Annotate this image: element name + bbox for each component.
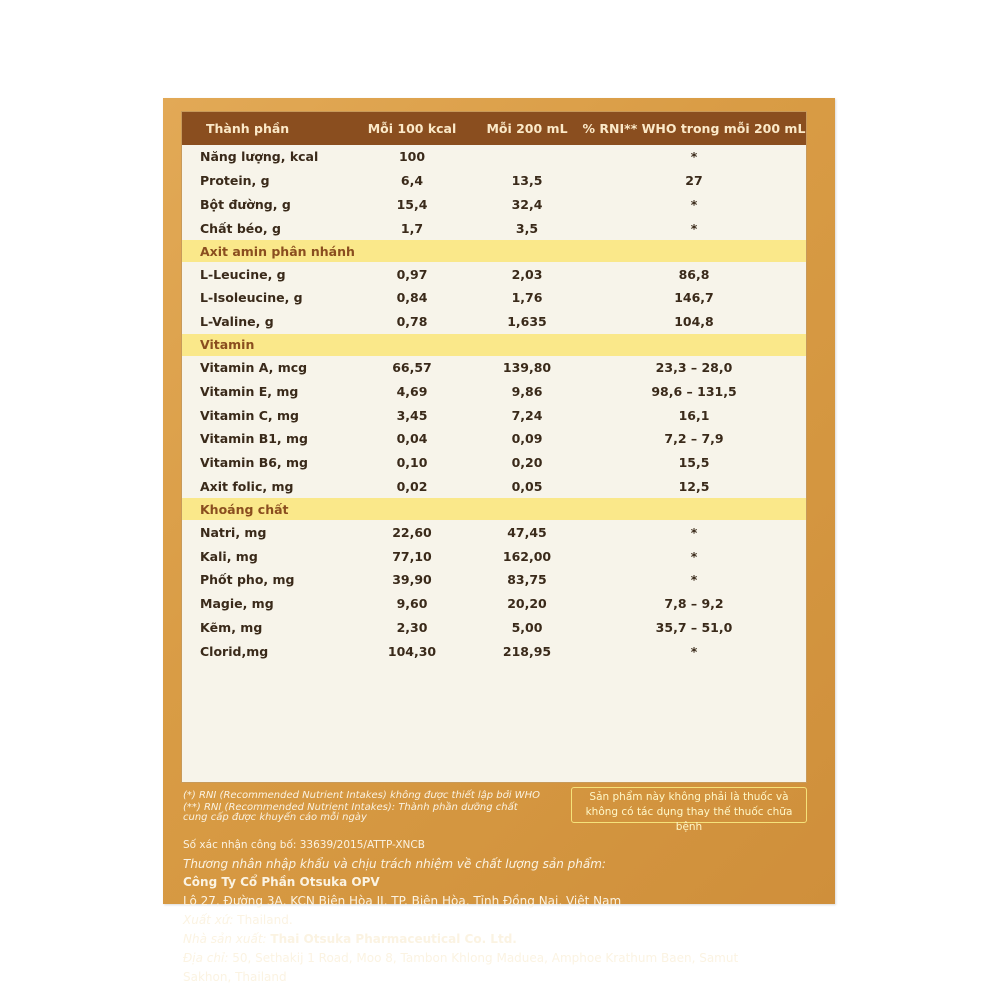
importer-address: Lô 27, Đường 3A, KCN Biên Hòa II, TP. Biên Hòa, Tỉnh Đồng Nai, Việt Nam bbox=[183, 894, 622, 908]
cell-value: 0,20 bbox=[511, 455, 543, 471]
nutrition-table bbox=[182, 112, 806, 663]
notice-line-2: không có tác dụng thay thế thuốc chữa bệnh bbox=[585, 806, 793, 833]
not-a-medicine-notice bbox=[571, 787, 807, 833]
cell-value: * bbox=[690, 572, 698, 588]
registration-number: Số xác nhận công bố: 33639/2015/ATTP-XNCB bbox=[183, 839, 425, 851]
cell-value: 20,20 bbox=[507, 596, 547, 612]
cell-value: * bbox=[690, 548, 698, 564]
manufacturer-address-label: Địa chỉ: bbox=[183, 951, 229, 965]
table-row bbox=[182, 193, 806, 217]
cell-value: 0,97 bbox=[396, 266, 428, 282]
cell-value: 7,2 – 7,9 bbox=[664, 431, 724, 447]
row-name: Vitamin A, mcg bbox=[200, 359, 308, 375]
cell-value: 6,4 bbox=[400, 173, 424, 189]
table-row bbox=[182, 145, 806, 169]
table-row bbox=[182, 592, 806, 616]
table-header-row bbox=[182, 112, 806, 145]
table-row bbox=[182, 544, 806, 568]
table-row bbox=[182, 169, 806, 193]
origin-line bbox=[183, 913, 293, 927]
col-header-ingredient: Thành phần bbox=[182, 112, 352, 145]
row-name: Bột đường, g bbox=[200, 196, 291, 212]
col-header-per-200ml: Mỗi 200 mL bbox=[472, 112, 582, 145]
cell-value: 1,7 bbox=[400, 220, 424, 236]
cell-value: 15,4 bbox=[396, 196, 428, 212]
row-name: Vitamin B6, mg bbox=[200, 455, 309, 471]
table-row bbox=[182, 379, 806, 403]
table-row bbox=[182, 639, 806, 663]
cell-value: 98,6 – 131,5 bbox=[651, 383, 737, 399]
row-name: L-Valine, g bbox=[200, 314, 274, 330]
cell-value: 12,5 bbox=[678, 478, 710, 494]
row-name: Vitamin B1, mg bbox=[200, 431, 309, 447]
cell-value: 0,04 bbox=[396, 431, 428, 447]
cell-value: 0,84 bbox=[396, 290, 428, 306]
table-row bbox=[182, 427, 806, 451]
cell-value: 86,8 bbox=[678, 266, 710, 282]
cell-value: 0,09 bbox=[511, 431, 543, 447]
manufacturer-name: Thai Otsuka Pharmaceutical Co. Ltd. bbox=[270, 932, 517, 946]
cell-value: 1,76 bbox=[511, 290, 543, 306]
section-header-amino bbox=[182, 240, 806, 262]
cell-value: 23,3 – 28,0 bbox=[655, 359, 733, 375]
importer-company: Công Ty Cổ Phần Otsuka OPV bbox=[183, 875, 380, 889]
cell-value: 15,5 bbox=[678, 455, 710, 471]
row-name: Kẽm, mg bbox=[200, 619, 263, 635]
cell-value: 0,78 bbox=[396, 314, 428, 330]
table-row bbox=[182, 216, 806, 240]
cell-value: 9,60 bbox=[396, 596, 428, 612]
section-title: Vitamin bbox=[182, 334, 806, 356]
table-row bbox=[182, 310, 806, 334]
cell-value: 13,5 bbox=[511, 173, 543, 189]
cell-value: * bbox=[690, 149, 698, 165]
cell-value: * bbox=[690, 524, 698, 540]
table-row bbox=[182, 403, 806, 427]
footnote-2: (**) RNI (Recommended Nutrient Intakes): Thành phần dưỡng chất cung cấp được khuyến cáo mỗi ngày bbox=[183, 802, 518, 823]
table-row bbox=[182, 356, 806, 380]
row-name: Clorid,mg bbox=[200, 643, 269, 659]
cell-value: 3,45 bbox=[396, 407, 428, 423]
table-row bbox=[182, 286, 806, 310]
row-name: L-Leucine, g bbox=[200, 266, 286, 282]
cell-value: 39,90 bbox=[392, 572, 432, 588]
cell-value: 104,30 bbox=[387, 643, 437, 659]
cell-value: 2,30 bbox=[396, 619, 428, 635]
cell-value bbox=[472, 145, 582, 169]
section-header-mineral bbox=[182, 498, 806, 520]
cell-value: 0,10 bbox=[396, 455, 428, 471]
table-row bbox=[182, 475, 806, 499]
manufacturer-line bbox=[183, 932, 517, 946]
row-name: Protein, g bbox=[200, 173, 270, 189]
row-name: Natri, mg bbox=[200, 524, 267, 540]
cell-value: 139,80 bbox=[502, 359, 552, 375]
row-name: Chất béo, g bbox=[200, 220, 281, 236]
product-box bbox=[163, 98, 835, 984]
cell-value: 83,75 bbox=[507, 572, 547, 588]
manufacturer-address-line-2: Sakhon, Thailand bbox=[183, 970, 287, 984]
row-name: Kali, mg bbox=[200, 548, 258, 564]
cell-value: 100 bbox=[398, 149, 426, 165]
cell-value: 16,1 bbox=[678, 407, 710, 423]
row-name: Vitamin E, mg bbox=[200, 383, 299, 399]
row-name: Axit folic, mg bbox=[200, 478, 294, 494]
importer-label: Thương nhân nhập khẩu và chịu trách nhiệm về chất lượng sản phẩm: bbox=[183, 857, 606, 871]
cell-value: 218,95 bbox=[502, 643, 552, 659]
origin-value: Thailand. bbox=[237, 913, 293, 927]
cell-value: 7,24 bbox=[511, 407, 543, 423]
cell-value: 27 bbox=[685, 173, 703, 189]
nutrition-panel bbox=[181, 111, 807, 783]
cell-value: 9,86 bbox=[511, 383, 543, 399]
section-title: Khoáng chất bbox=[182, 498, 806, 520]
row-name: Phốt pho, mg bbox=[200, 572, 295, 588]
row-name: Năng lượng, kcal bbox=[200, 149, 319, 165]
manufacturer-address-1: 50, Sethakij 1 Road, Moo 8, Tambon Khlong Maduea, Amphoe Krathum Baen, Samut bbox=[232, 951, 739, 965]
cell-value: * bbox=[690, 196, 698, 212]
table-row bbox=[182, 616, 806, 640]
cell-value: 3,5 bbox=[515, 220, 539, 236]
manufacturer-label: Nhà sản xuất: bbox=[183, 932, 267, 946]
cell-value: 77,10 bbox=[392, 548, 432, 564]
section-title: Axit amin phân nhánh bbox=[182, 240, 806, 262]
table-row bbox=[182, 451, 806, 475]
row-name: Vitamin C, mg bbox=[200, 407, 299, 423]
cell-value: 5,00 bbox=[511, 619, 543, 635]
cell-value: 32,4 bbox=[511, 196, 543, 212]
cell-value: 0,02 bbox=[396, 478, 428, 494]
origin-label: Xuất xứ: bbox=[183, 913, 234, 927]
cell-value: 1,635 bbox=[507, 314, 547, 330]
cell-value: 2,03 bbox=[511, 266, 543, 282]
cell-value: 7,8 – 9,2 bbox=[664, 596, 724, 612]
cell-value: 4,69 bbox=[396, 383, 428, 399]
notice-line-1: Sản phẩm này không phải là thuốc và bbox=[589, 791, 789, 803]
cell-value: * bbox=[690, 643, 698, 659]
row-name: L-Isoleucine, g bbox=[200, 290, 303, 306]
cell-value: 35,7 – 51,0 bbox=[655, 619, 733, 635]
col-header-rni: % RNI** WHO trong mỗi 200 mL bbox=[582, 112, 806, 145]
manufacturer-address-line-1 bbox=[183, 951, 738, 965]
cell-value: 22,60 bbox=[392, 524, 432, 540]
cell-value: 162,00 bbox=[502, 548, 552, 564]
cell-value: * bbox=[690, 220, 698, 236]
table-row bbox=[182, 520, 806, 544]
table-row bbox=[182, 568, 806, 592]
cell-value: 0,05 bbox=[511, 478, 543, 494]
table-row bbox=[182, 262, 806, 286]
cell-value: 104,8 bbox=[674, 314, 714, 330]
footnote-1: (*) RNI (Recommended Nutrient Intakes) không được thiết lập bởi WHO bbox=[183, 790, 540, 801]
cell-value: 47,45 bbox=[507, 524, 547, 540]
cell-value: 146,7 bbox=[674, 290, 714, 306]
cell-value: 66,57 bbox=[392, 359, 432, 375]
section-header-vitamin bbox=[182, 334, 806, 356]
row-name: Magie, mg bbox=[200, 596, 274, 612]
col-header-per-100kcal: Mỗi 100 kcal bbox=[352, 112, 472, 145]
